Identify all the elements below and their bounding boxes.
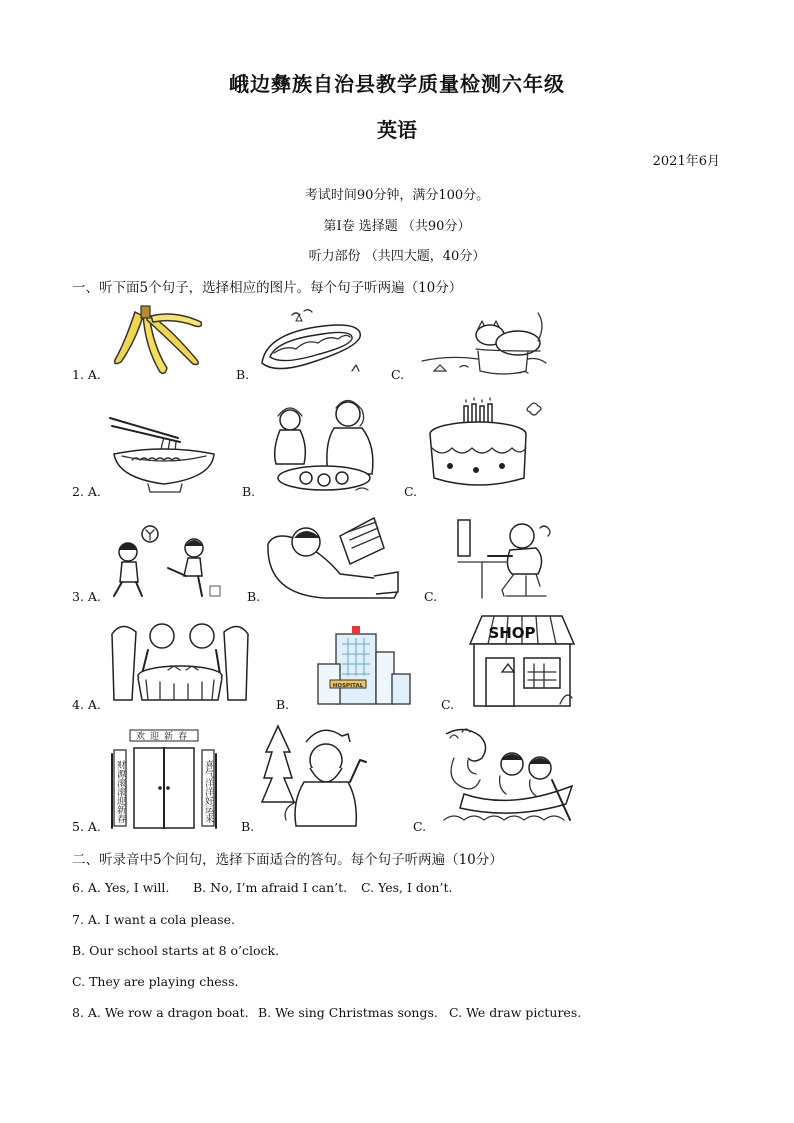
q5-label: 5. A. <box>72 819 101 834</box>
q7-option-c: C. They are playing chess. <box>72 974 239 989</box>
computer-user-picture <box>456 514 554 600</box>
q8-option-a: 8. A. We row a dragon boat. <box>72 1005 249 1020</box>
banana-picture <box>105 302 205 380</box>
reading-boy-picture <box>264 514 404 602</box>
q4-b-label: B. <box>276 697 290 712</box>
q5-c-label: C. <box>413 819 427 834</box>
subject-title: 英语 <box>377 118 417 142</box>
door-top-text: 欢迎新春 <box>135 732 193 742</box>
section1-heading: 一、听下面5个句子，选择相应的图片。每个句子听两遍（10分） <box>72 280 463 296</box>
spring-festival-door-picture <box>108 724 220 830</box>
q2-b-label: B. <box>242 484 256 499</box>
section2-heading: 二、听录音中5个问句，选择下面适合的答句。每个句子听两遍（10分） <box>72 852 503 868</box>
q1-label: 1. A. <box>72 367 101 382</box>
q8-option-b: B. We sing Christmas songs. <box>258 1005 438 1020</box>
cafe-picture <box>108 614 252 706</box>
shop-sign-text: SHOP <box>488 624 536 642</box>
shop-picture <box>468 614 576 708</box>
exam-date: 2021年6月 <box>652 154 720 169</box>
q6-option-c: C. Yes, I don’t. <box>361 880 453 895</box>
q7-option-b: B. Our school starts at 8 o’clock. <box>72 943 280 958</box>
q4-c-label: C. <box>441 697 455 712</box>
santa-claus-picture <box>262 722 368 830</box>
q5-b-label: B. <box>241 819 255 834</box>
listening-heading: 听力部份 （共四大题，40分） <box>308 249 486 264</box>
hotdog-picture <box>256 305 368 380</box>
cooking-family-picture <box>264 394 384 498</box>
q3-label: 3. A. <box>72 589 101 604</box>
football-kids-picture <box>106 524 224 602</box>
q2-label: 2. A. <box>72 484 101 499</box>
q6-option-a: 6. A. Yes, I will. <box>72 880 170 895</box>
q3-b-label: B. <box>247 589 261 604</box>
volume-heading: 第Ⅰ卷 选择题 （共90分） <box>323 219 471 234</box>
q3-c-label: C. <box>424 589 438 604</box>
exam-info: 考试时间90分钟，满分100分。 <box>304 188 490 203</box>
q4-label: 4. A. <box>72 697 101 712</box>
dragon-boat-picture <box>440 724 574 828</box>
q8-option-c: C. We draw pictures. <box>449 1005 582 1020</box>
q6-option-b: B. No, I’m afraid I can’t. <box>193 880 348 895</box>
hospital-picture <box>316 624 412 706</box>
noodles-picture <box>108 404 220 496</box>
q1-b-label: B. <box>236 367 250 382</box>
exam-title: 峨边彝族自治县教学质量检测六年级 <box>229 72 565 96</box>
birthday-cake-picture <box>426 400 546 494</box>
cat-picture <box>420 305 548 380</box>
q7-option-a: 7. A. I want a cola please. <box>72 912 235 927</box>
q2-c-label: C. <box>404 484 418 499</box>
q1-c-label: C. <box>391 367 405 382</box>
hospital-sign-text: HOSPITAL <box>332 683 364 689</box>
left-couplet: 财源滚滚迎新春 <box>115 760 125 823</box>
right-couplet: 喜气洋洋好运来 <box>203 760 213 823</box>
